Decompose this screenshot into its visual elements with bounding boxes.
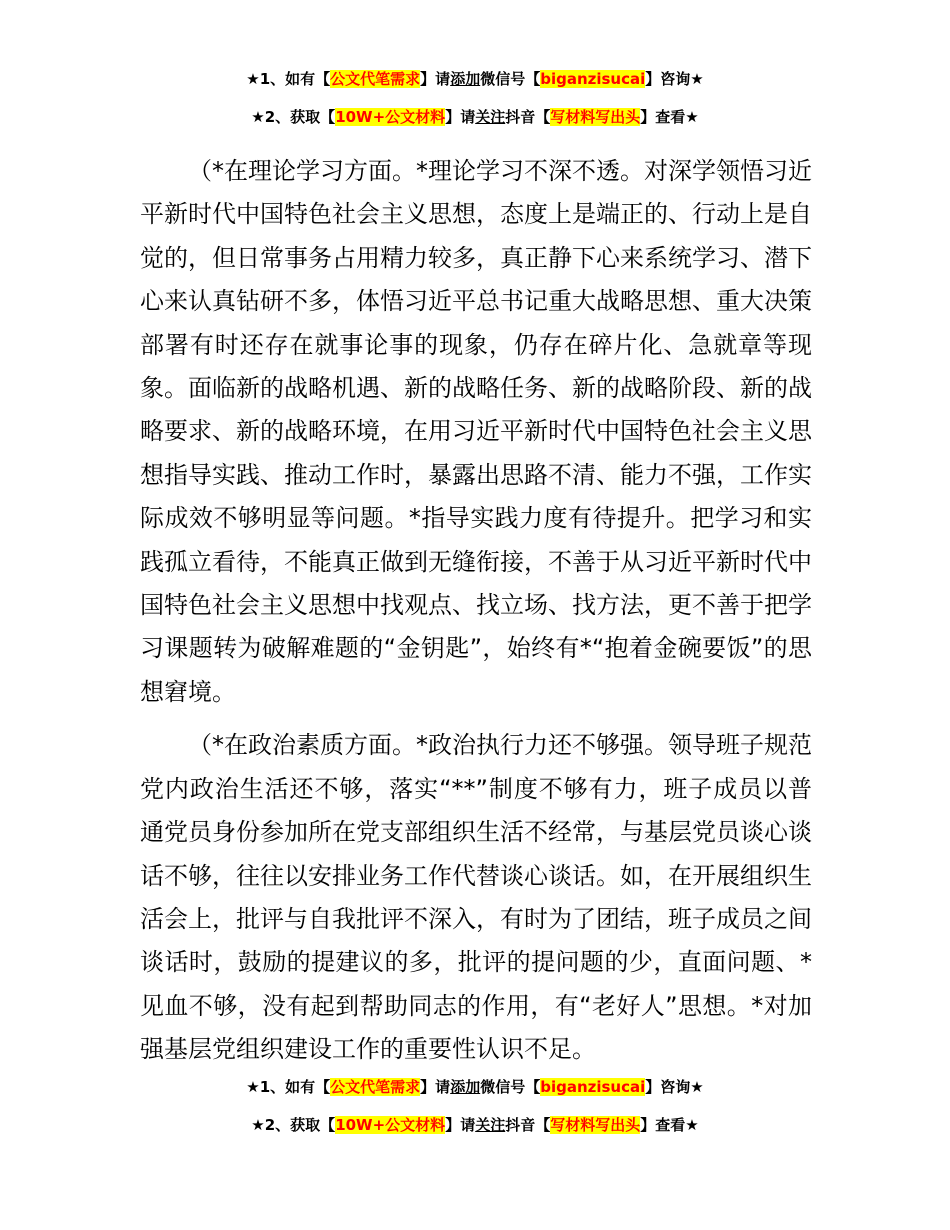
banner-underline: 添加 bbox=[450, 1078, 481, 1096]
banner-douyin-id: 写材料写出头 bbox=[550, 108, 641, 126]
banner-highlight: 公文代笔需求 bbox=[330, 1078, 421, 1096]
banner-underline: 关注 bbox=[475, 108, 506, 126]
banner-douyin-id: 写材料写出头 bbox=[550, 1116, 641, 1134]
banner-text: 】查看★ bbox=[640, 108, 699, 126]
banner-text: 抖音【 bbox=[505, 1116, 551, 1134]
document-body bbox=[140, 150, 812, 1082]
banner-underline: 关注 bbox=[475, 1116, 506, 1134]
banner-text: 】咨询★ bbox=[645, 1078, 704, 1096]
banner-underline: 添加 bbox=[450, 70, 481, 88]
banner-text: 】请 bbox=[445, 108, 476, 126]
banner-text: 】请 bbox=[420, 1078, 451, 1096]
banner-text: ★1、如有【 bbox=[246, 1078, 331, 1096]
banner-text: 抖音【 bbox=[505, 108, 551, 126]
banner-text: 】咨询★ bbox=[645, 70, 704, 88]
header-banner-line-2 bbox=[0, 106, 950, 128]
banner-text: 】查看★ bbox=[640, 1116, 699, 1134]
banner-text: ★1、如有【 bbox=[246, 70, 331, 88]
banner-text: 微信号【 bbox=[480, 70, 541, 88]
footer-banner-line-2 bbox=[0, 1114, 950, 1136]
header-banner-line-1 bbox=[0, 68, 950, 90]
banner-wechat-id: biganzisucai bbox=[540, 70, 646, 88]
banner-text: ★2、获取【 bbox=[251, 1116, 336, 1134]
banner-highlight: 公文代笔需求 bbox=[330, 70, 421, 88]
banner-text: 】请 bbox=[445, 1116, 476, 1134]
paragraph-political-quality: （*在政治素质方面。*政治执行力还不够强。领导班子规范党内政治生活还不够，落实“**”制度不够有力，班子成员以普通党员身份参加所在党支部组织生活不经常，与基层党员谈心谈话不够，往往以安排业务工作代替谈心谈话。如，在开展组织生活会上，批评与自我批评不深入，有时为了团结，班子成员之间谈话时，鼓励的提建议的多，批评的提问题的少，直面问题、*见血不够，没有起到帮助同志的作用，有“老好人”思想。*对加强基层党组织建设工作的重要性认识不足。 bbox=[140, 731, 812, 1064]
banner-text: 微信号【 bbox=[480, 1078, 541, 1096]
banner-highlight: 10W+公文材料 bbox=[335, 1116, 446, 1134]
banner-wechat-id: biganzisucai bbox=[540, 1078, 646, 1096]
paragraph-theory-study: （*在理论学习方面。*理论学习不深不透。对深学领悟习近平新时代中国特色社会主义思想，态度上是端正的、行动上是自觉的，但日常事务占用精力较多，真正静下心来系统学习、潜下心来认真钻研不多，体悟习近平总书记重大战略思想、重大决策部署有时还存在就事论事的现象，仍存在碎片化、急就章等现象。面临新的战略机遇、新的战略任务、新的战略阶段、新的战略要求、新的战略环境，在用习近平新时代中国特色社会主义思想指导实践、推动工作时，暴露出思路不清、能力不强，工作实际成效不够明显等问题。*指导实践力度有待提升。把学习和实践孤立看待，不能真正做到无缝衔接，不善于从习近平新时代中国特色社会主义思想中找观点、找立场、找方法，更不善于把学习课题转为破解难题的“金钥匙”，始终有*“抱着金碗要饭”的思想窘境。 bbox=[140, 157, 812, 706]
footer-banner-line-1 bbox=[0, 1076, 950, 1098]
banner-highlight: 10W+公文材料 bbox=[335, 108, 446, 126]
banner-text: 】请 bbox=[420, 70, 451, 88]
banner-text: ★2、获取【 bbox=[251, 108, 336, 126]
